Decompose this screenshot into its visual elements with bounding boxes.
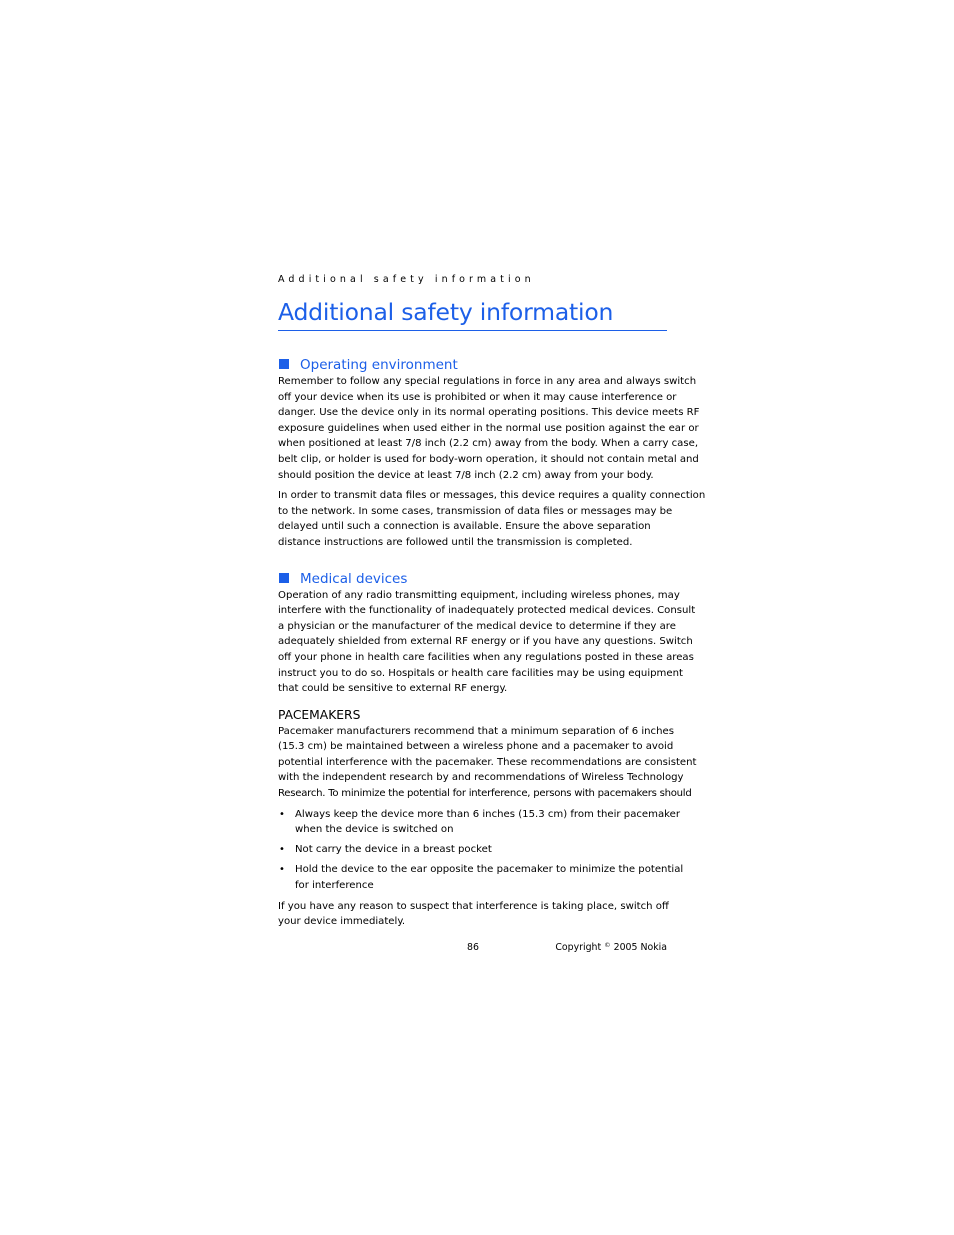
- copyright-prefix: Copyright: [555, 942, 602, 953]
- section-heading-label: Medical devices: [300, 570, 408, 587]
- medical-devices-paragraph: [278, 588, 696, 697]
- bullet-icon: •: [279, 808, 285, 820]
- bullet-icon: •: [279, 864, 285, 876]
- text-line: delayed until such a connection is available. Ensure the above separation: [278, 521, 651, 533]
- bullet-icon: •: [279, 843, 285, 855]
- text-line: potential interference with the pacemaker. These recommendations are consistent: [278, 756, 697, 768]
- text-line: Pacemaker manufacturers recommend that a minimum separation of 6 inches: [278, 725, 674, 737]
- text-line: with the independent research by and recommendations of Wireless Technology: [278, 772, 684, 784]
- text-line: to the network. In some cases, transmission of data files or messages may be: [278, 505, 673, 517]
- text-line: interfere with the functionality of inadequately protected medical devices. Consult: [278, 605, 696, 617]
- operating-environment-paragraph-1: [278, 374, 700, 483]
- section-heading-medical-devices: [278, 570, 667, 588]
- text-line: belt clip, or holder is used for body-worn operation, it should not contain metal and: [278, 453, 699, 465]
- text-line: Research. To minimize the potential for interference, persons with pacemakers should: [278, 788, 692, 800]
- text-line: that could be sensitive to external RF energy.: [278, 683, 508, 695]
- page-number: 86: [467, 942, 479, 953]
- text-line: Remember to follow any special regulations in force in any area and always switch: [278, 376, 697, 387]
- pacemakers-heading: PACEMAKERS: [278, 707, 361, 722]
- text-line: In order to transmit data files or messages, this device requires a quality connection: [278, 490, 706, 502]
- text-line: Always keep the device more than 6 inches (15.3 cm) from their pacemaker: [295, 808, 680, 820]
- page-title: Additional safety information: [278, 298, 614, 326]
- section-square-icon: [279, 359, 289, 369]
- pacemakers-closing: [278, 899, 667, 930]
- text-line: when positioned at least 7/8 inch (2.2 cm) away from the body. When a carry case,: [278, 438, 699, 450]
- pacemaker-bullet-item: [278, 862, 684, 893]
- section-heading-operating-environment: [278, 356, 667, 374]
- text-line: If you have any reason to suspect that interference is taking place, switch off: [278, 900, 669, 912]
- pacemaker-bullet-item: [278, 842, 667, 858]
- text-line: Not carry the device in a breast pocket: [295, 843, 492, 855]
- copyright-suffix: 2005 Nokia: [613, 942, 667, 953]
- title-divider: [278, 330, 667, 331]
- running-header: Additional safety information: [278, 274, 535, 285]
- text-line: distance instructions are followed until the transmission is completed.: [278, 536, 633, 548]
- page-footer: [278, 940, 667, 956]
- text-line: Operation of any radio transmitting equipment, including wireless phones, may: [278, 589, 680, 601]
- text-line: danger. Use the device only in its normal operating positions. This device meets RF: [278, 407, 700, 419]
- page-body: [278, 270, 706, 930]
- operating-environment-paragraph-2: [278, 488, 706, 550]
- text-line: off your device when its use is prohibited or when it may cause interference or: [278, 391, 677, 403]
- text-line: a physician or the manufacturer of the medical device to determine if they are: [278, 620, 676, 632]
- text-line: adequately shielded from external RF energy or if you have any questions. Switch: [278, 636, 693, 648]
- text-line: off your phone in health care facilities when any regulations posted in these areas: [278, 651, 694, 663]
- text-line: instruct you to do so. Hospitals or health care facilities may be using equipment: [278, 667, 683, 679]
- text-line: should position the device at least 7/8 inch (2.2 cm) away from your body.: [278, 469, 654, 481]
- text-line: exposure guidelines when used either in the normal use position against the ear or: [278, 422, 699, 434]
- text-line: (15.3 cm) be maintained between a wireless phone and a pacemaker to avoid: [278, 741, 674, 753]
- section-square-icon: [279, 573, 289, 583]
- section-heading-label: Operating environment: [300, 357, 458, 373]
- pacemakers-intro: [278, 724, 697, 802]
- text-line: for interference: [295, 880, 374, 892]
- copyright-symbol: ©: [604, 941, 611, 949]
- copyright-notice: [555, 940, 667, 956]
- text-line: your device immediately.: [278, 916, 406, 928]
- pacemaker-bullet-item: [278, 807, 680, 838]
- text-line: when the device is switched on: [295, 824, 454, 836]
- text-line: Hold the device to the ear opposite the pacemaker to minimize the potential: [295, 864, 684, 876]
